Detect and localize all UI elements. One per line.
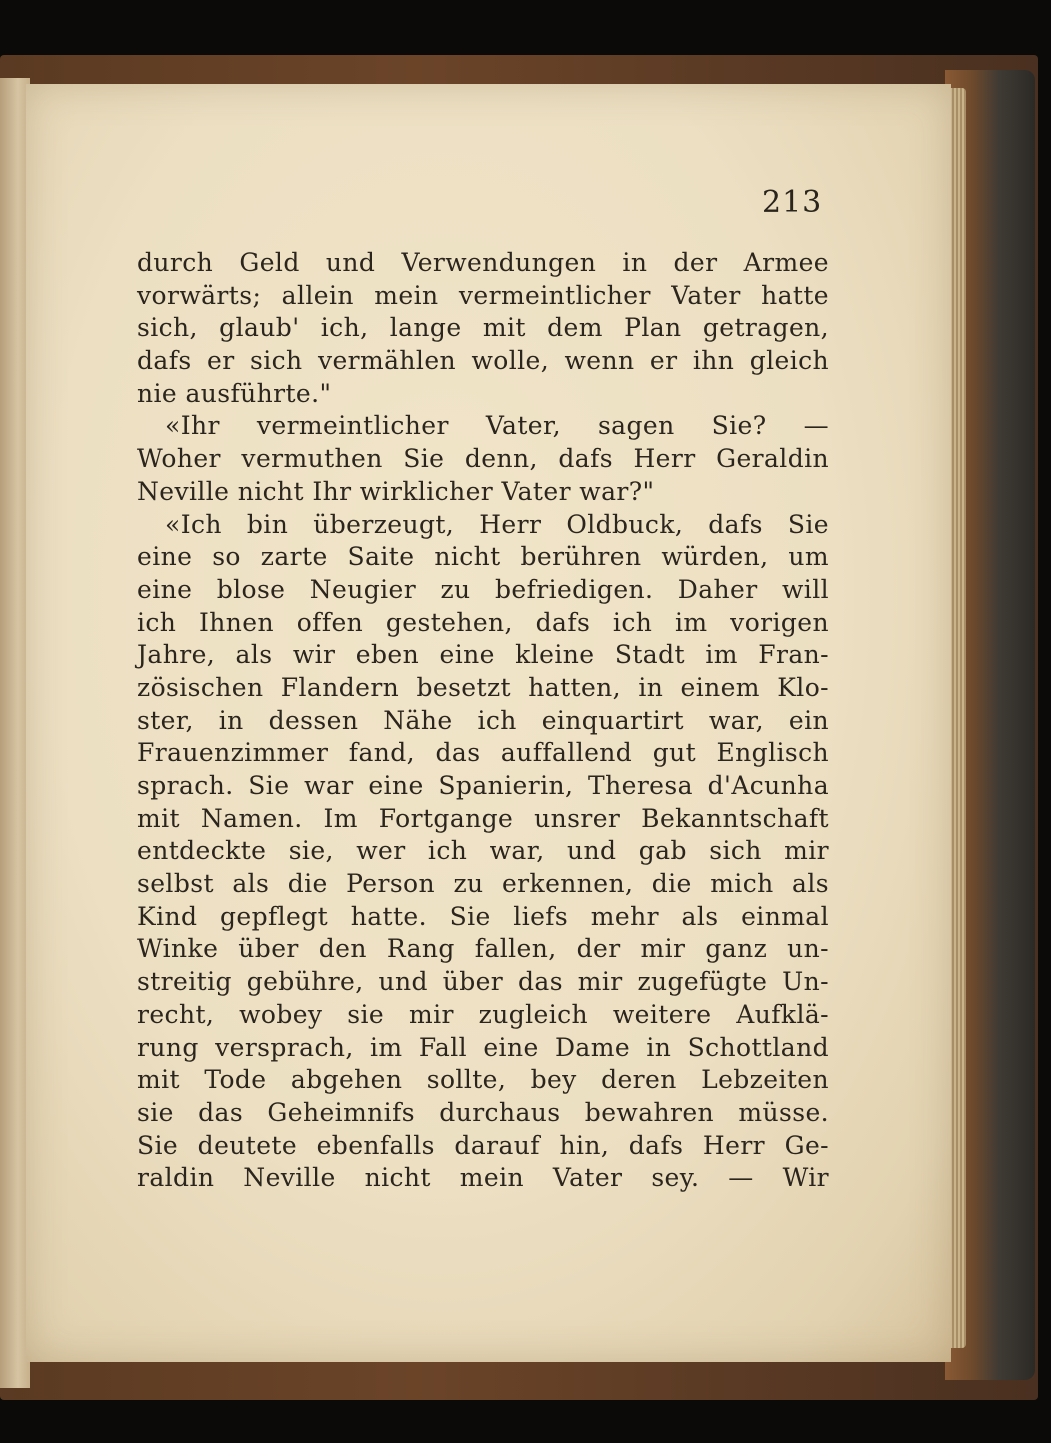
text-line: durch Geld und Verwendungen in der Armee: [137, 248, 829, 277]
text-line: Kind gepflegt hatte. Sie liefs mehr als einmal: [137, 901, 829, 931]
text-line: sprach. Sie war eine Spanierin, Theresa d'Acunha: [137, 771, 829, 800]
text-line: sie das Geheimnifs durchaus bewahren müsse.: [137, 1097, 829, 1127]
text-line: Frauenzimmer fand, das auffallend gut Englisch: [137, 738, 829, 768]
text-line: mit Namen. Im Fortgange unsrer Bekanntschaft: [137, 803, 829, 833]
text-line: dafs er sich vermählen wolle, wenn er ihn gleich: [137, 346, 829, 376]
text-line: raldin Neville nicht mein Vater sey. — Wir: [137, 1163, 829, 1193]
text-line: zösischen Flandern besetzt hatten, in einem Klo-: [137, 672, 829, 702]
text-line: eine blose Neugier zu befriedigen. Daher will: [137, 574, 829, 604]
text-line: entdeckte sie, wer ich war, und gab sich mir: [137, 836, 829, 866]
text-line: Neville nicht Ihr wirklicher Vater war?": [137, 476, 655, 506]
text-line: vorwärts; allein mein vermeintlicher Vater hatte: [137, 280, 829, 310]
text-line: eine so zarte Saite nicht berühren würden, um: [137, 542, 829, 572]
text-line: «Ihr vermeintlicher Vater, sagen Sie? —: [165, 411, 829, 441]
text-line: ich Ihnen offen gestehen, dafs ich im vorigen: [137, 607, 829, 637]
text-line: Winke über den Rang fallen, der mir ganz un-: [137, 934, 829, 964]
text-line: ster, in dessen Nähe ich einquartirt war, ein: [137, 705, 829, 735]
text-line: Jahre, als wir eben eine kleine Stadt im Fran-: [137, 640, 829, 670]
text-line: nie ausführte.": [137, 378, 332, 408]
page-text: [137, 247, 829, 1195]
text-line: selbst als die Person zu erkennen, die mich als: [137, 869, 829, 899]
text-line: rung versprach, im Fall eine Dame in Schottland: [137, 1032, 829, 1062]
page-number: 213: [762, 185, 823, 220]
text-line: «Ich bin überzeugt, Herr Oldbuck, dafs Sie: [165, 509, 829, 539]
text-line: streitig gebühre, und über das mir zugefügte Un-: [137, 967, 829, 997]
text-line: mit Tode abgehen sollte, bey deren Lebzeiten: [137, 1065, 829, 1095]
text-line: sich, glaub' ich, lange mit dem Plan getragen,: [137, 313, 829, 343]
text-line: Woher vermuthen Sie denn, dafs Herr Geraldin: [137, 444, 829, 474]
text-line: Sie deutete ebenfalls darauf hin, dafs Herr Ge-: [137, 1130, 829, 1160]
text-line: recht, wobey sie mir zugleich weitere Aufklä-: [137, 999, 829, 1029]
